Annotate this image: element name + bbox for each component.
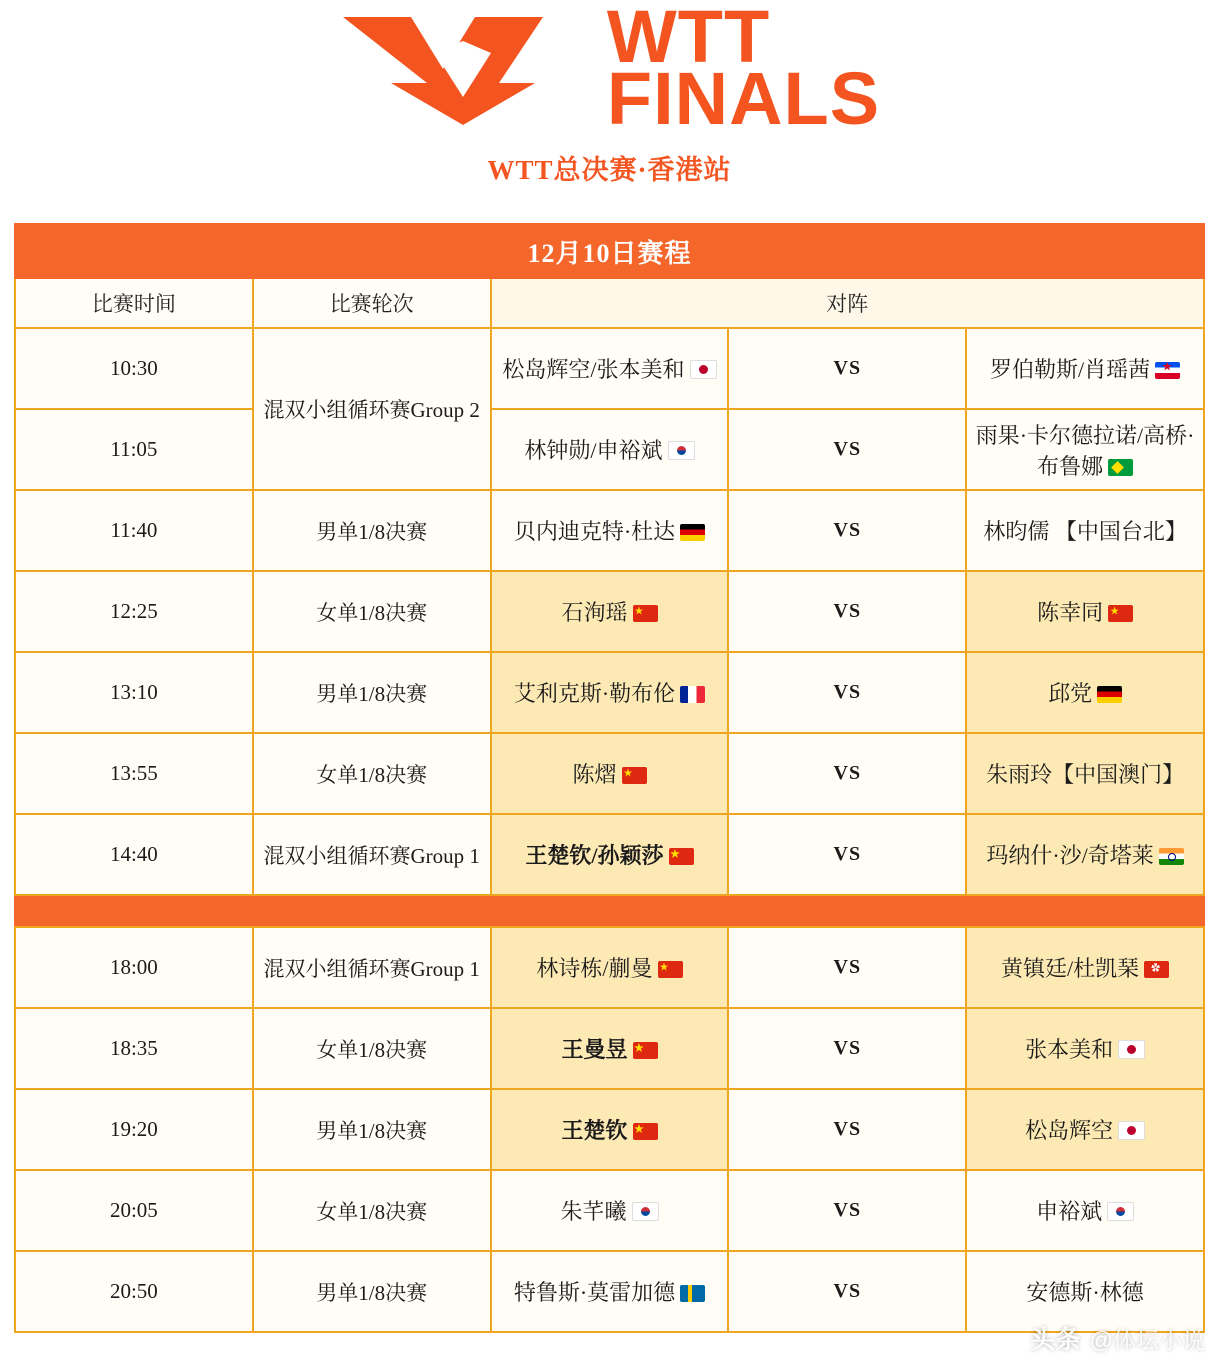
match-right-name: 张本美和: [1025, 1037, 1114, 1062]
match-left-player: [491, 571, 729, 652]
match-left-name: 松岛辉空/张本美和: [502, 357, 685, 382]
match-left-name: 王楚钦/孙颖莎: [525, 843, 664, 868]
schedule-title-row: [15, 224, 1204, 278]
vs-label: VS: [728, 571, 966, 652]
table-row: [15, 490, 1204, 571]
match-round: 女单1/8决赛: [253, 1008, 491, 1089]
table-row: [15, 927, 1204, 1008]
match-left-name: 特鲁斯·莫雷加德: [513, 1280, 676, 1305]
match-right-name: 罗伯勒斯/肖瑶茜: [990, 357, 1151, 382]
flag-korea-icon: [632, 1202, 659, 1221]
match-right-name: 陈幸同: [1037, 600, 1104, 625]
match-left-player: [491, 733, 729, 814]
match-right-player: [966, 409, 1204, 490]
flag-germany-icon: [680, 524, 705, 541]
match-left-player: [491, 1008, 729, 1089]
column-header-round: 比赛轮次: [253, 278, 491, 328]
wtt-logo: [339, 0, 881, 140]
match-right-player: [966, 733, 1204, 814]
match-left-player: [491, 409, 729, 490]
match-right-name: 松岛辉空: [1025, 1118, 1114, 1143]
match-right-player: [966, 571, 1204, 652]
match-time: 13:10: [15, 652, 253, 733]
match-round: 男单1/8决赛: [253, 652, 491, 733]
match-right-name: 安德斯·林德: [1026, 1280, 1144, 1305]
match-time: 18:00: [15, 927, 253, 1008]
match-right-player: [966, 652, 1204, 733]
match-left-name: 陈熠: [572, 762, 617, 787]
match-left-player: [491, 814, 729, 895]
wtt-logo-text-line2: FINALS: [606, 57, 881, 140]
flag-japan-icon: [1118, 1040, 1145, 1059]
table-row: [15, 1251, 1204, 1332]
table-row: [15, 328, 1204, 409]
vs-label: VS: [728, 733, 966, 814]
match-time: 20:50: [15, 1251, 253, 1332]
watermark-handle: @体坛小说: [1089, 1326, 1205, 1353]
flag-france-icon: [680, 686, 705, 703]
flag-china-icon: [633, 1123, 658, 1140]
vs-label: VS: [728, 1251, 966, 1332]
match-time: 13:55: [15, 733, 253, 814]
schedule-table: [14, 223, 1205, 1333]
match-round: 女单1/8决赛: [253, 571, 491, 652]
vs-label: VS: [728, 328, 966, 409]
flag-china-icon: [658, 961, 683, 978]
match-left-name: 林钟勋/申裕斌: [524, 438, 663, 463]
flag-china-icon: [622, 767, 647, 784]
flag-puertorico-icon: [1155, 362, 1180, 379]
wtt-logo-text: [606, 0, 881, 140]
match-left-name: 王曼昱: [561, 1037, 628, 1062]
flag-hongkong-icon: [1144, 961, 1169, 978]
vs-label: VS: [728, 1008, 966, 1089]
flag-china-icon: [1108, 605, 1133, 622]
match-left-name: 王楚钦: [561, 1118, 628, 1143]
match-round: 女单1/8决赛: [253, 1170, 491, 1251]
vs-label: VS: [728, 490, 966, 571]
match-round: 男单1/8决赛: [253, 1251, 491, 1332]
table-row: [15, 733, 1204, 814]
match-left-player: [491, 652, 729, 733]
match-left-name: 艾利克斯·勒布伦: [513, 681, 676, 706]
match-time: 20:05: [15, 1170, 253, 1251]
match-round: 男单1/8决赛: [253, 490, 491, 571]
match-right-name: 玛纳什·沙/奇塔莱: [986, 843, 1154, 868]
match-right-player: [966, 490, 1204, 571]
vs-label: VS: [728, 652, 966, 733]
match-left-player: [491, 490, 729, 571]
column-header-matchup: 对阵: [491, 278, 1204, 328]
match-left-name: 石洵瑶: [561, 600, 628, 625]
column-header-time: 比赛时间: [15, 278, 253, 328]
match-right-player: [966, 1008, 1204, 1089]
match-round: 女单1/8决赛: [253, 733, 491, 814]
vs-label: VS: [728, 927, 966, 1008]
table-row: [15, 571, 1204, 652]
match-right-name: 黄镇廷/杜凯琹: [1001, 956, 1140, 981]
flag-korea-icon: [1107, 1202, 1134, 1221]
match-round: 混双小组循环赛Group 1: [253, 927, 491, 1008]
match-left-name: 贝内迪克特·杜达: [513, 519, 676, 544]
flag-korea-icon: [668, 441, 695, 460]
session-separator-cell: [15, 895, 1204, 927]
match-time: 12:25: [15, 571, 253, 652]
flag-sweden-icon: [680, 1285, 705, 1302]
match-right-player: [966, 1170, 1204, 1251]
match-right-name: 邱党: [1048, 681, 1093, 706]
watermark-source: 头条: [1029, 1326, 1082, 1354]
match-right-name: 林昀儒 【中国台北】: [983, 519, 1187, 544]
vs-label: VS: [728, 814, 966, 895]
match-left-player: [491, 1089, 729, 1170]
match-round: 混双小组循环赛Group 2: [253, 328, 491, 490]
flag-germany-icon: [1097, 686, 1122, 703]
schedule-table-body: [15, 224, 1204, 1332]
table-row: [15, 1170, 1204, 1251]
vs-label: VS: [728, 1089, 966, 1170]
flag-china-icon: [633, 1042, 658, 1059]
match-time: 11:40: [15, 490, 253, 571]
table-row: [15, 814, 1204, 895]
match-time: 14:40: [15, 814, 253, 895]
page-header: [0, 0, 1219, 187]
match-round: 混双小组循环赛Group 1: [253, 814, 491, 895]
match-left-player: [491, 1251, 729, 1332]
match-left-player: [491, 328, 729, 409]
match-right-player: [966, 1089, 1204, 1170]
flag-brazil-icon: [1108, 459, 1133, 476]
table-row: [15, 652, 1204, 733]
match-left-name: 朱芊曦: [560, 1199, 627, 1224]
flag-china-icon: [633, 605, 658, 622]
match-right-player: [966, 814, 1204, 895]
flag-china-icon: [669, 848, 694, 865]
flag-india-icon: [1159, 848, 1184, 865]
match-left-player: [491, 1170, 729, 1251]
match-left-name: 林诗栋/蒯曼: [536, 956, 653, 981]
table-row: [15, 409, 1204, 490]
match-right-name: 申裕斌: [1036, 1199, 1103, 1224]
match-round: 男单1/8决赛: [253, 1089, 491, 1170]
schedule-header-row: [15, 278, 1204, 328]
match-left-player: [491, 927, 729, 1008]
event-subtitle: WTT总决赛·香港站: [487, 155, 732, 185]
schedule-title: 12月10日赛程: [15, 224, 1204, 278]
match-right-name: 朱雨玲【中国澳门】: [986, 762, 1185, 787]
vs-label: VS: [728, 1170, 966, 1251]
vs-label: VS: [728, 409, 966, 490]
session-separator: [15, 895, 1204, 927]
flag-japan-icon: [1118, 1121, 1145, 1140]
match-right-player: [966, 927, 1204, 1008]
table-row: [15, 1008, 1204, 1089]
wtt-logo-mark-icon: [339, 11, 589, 129]
match-time: 18:35: [15, 1008, 253, 1089]
table-row: [15, 1089, 1204, 1170]
match-time: 19:20: [15, 1089, 253, 1170]
match-time: 11:05: [15, 409, 253, 490]
flag-japan-icon: [690, 360, 717, 379]
match-right-player: [966, 1251, 1204, 1332]
wtt-logo-text-line1: WTT: [606, 0, 771, 78]
match-right-name: 雨果·卡尔德拉诺/高桥·布鲁娜: [975, 422, 1195, 479]
match-time: 10:30: [15, 328, 253, 409]
match-right-player: [966, 328, 1204, 409]
